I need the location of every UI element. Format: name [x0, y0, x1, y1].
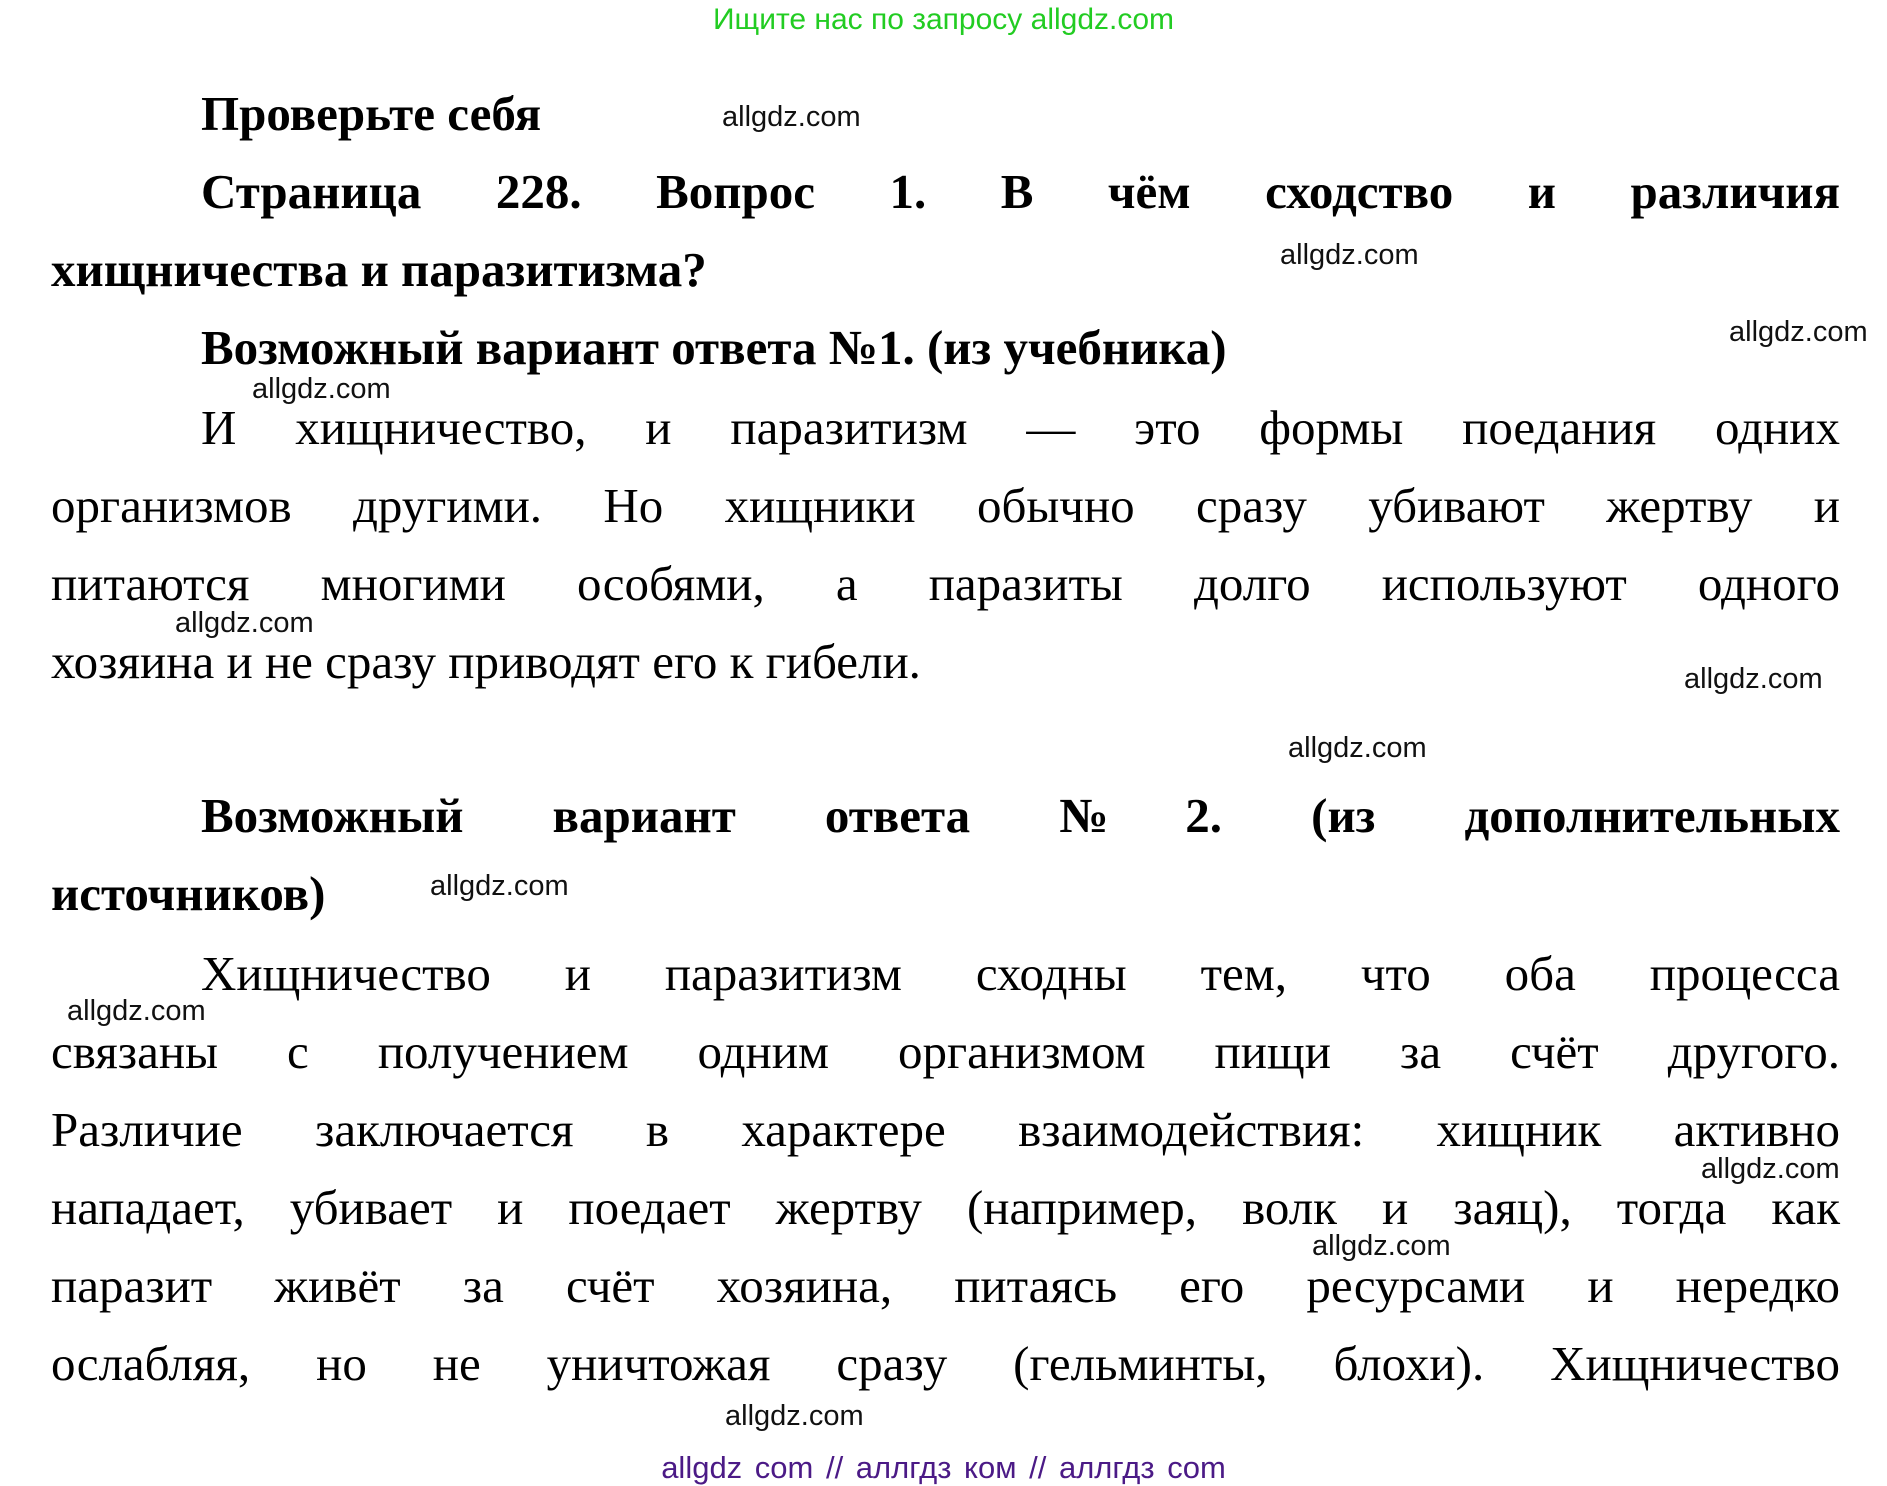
question-line-2: хищничества и паразитизма? [51, 242, 707, 297]
watermark: allgdz.com [722, 101, 861, 133]
answer2-line-3: Различие заключается в характере взаимодействия: хищник активно [51, 1102, 1840, 1157]
search-banner: Ищите нас по запросу allgdz.com [712, 3, 1175, 36]
answer2-line-6: ослабляя, но не уничтожая сразу (гельминты, блохи). Хищничество [51, 1336, 1840, 1391]
answer2-line-1: Хищничество и паразитизм сходны тем, что оба процесса [201, 946, 1840, 1001]
footer-watermark: allgdz com // аллгдз ком // аллгдз com [661, 1450, 1226, 1485]
watermark: allgdz.com [1280, 239, 1419, 271]
answer1-heading: Возможный вариант ответа №1. (из учебника) [201, 320, 1227, 375]
watermark: allgdz.com [67, 995, 206, 1027]
watermark: allgdz.com [1684, 663, 1823, 695]
answer2-line-4: нападает, убивает и поедает жертву (например, волк и заяц), тогда как [51, 1180, 1840, 1235]
answer1-line-1: И хищничество, и паразитизм — это формы поедания одних [201, 400, 1840, 455]
watermark: allgdz.com [1729, 316, 1868, 348]
answer1-line-3: питаются многими особями, а паразиты долго используют одного [51, 556, 1840, 611]
answer2-line-2: связаны с получением одним организмом пищи за счёт другого. [51, 1024, 1840, 1079]
watermark: allgdz.com [1312, 1230, 1451, 1262]
watermark: allgdz.com [175, 607, 314, 639]
answer1-line-2: организмов другими. Но хищники обычно сразу убивают жертву и [51, 478, 1840, 533]
watermark: allgdz.com [252, 373, 391, 405]
answer2-heading-line-1: Возможный вариант ответа №2. (из дополнительных [201, 788, 1840, 843]
answer1-line-4: хозяина и не сразу приводят его к гибели. [51, 634, 921, 689]
answer2-line-5: паразит живёт за счёт хозяина, питаясь его ресурсами и нередко [51, 1258, 1840, 1313]
watermark: allgdz.com [725, 1400, 864, 1432]
answer2-heading-line-2: источников) [51, 866, 326, 921]
watermark: allgdz.com [1288, 732, 1427, 764]
watermark: allgdz.com [1701, 1153, 1840, 1185]
watermark: allgdz.com [430, 870, 569, 902]
question-line-1: Страница 228. Вопрос 1. В чём сходство и различия [201, 164, 1840, 219]
section-title: Проверьте себя [201, 86, 542, 141]
